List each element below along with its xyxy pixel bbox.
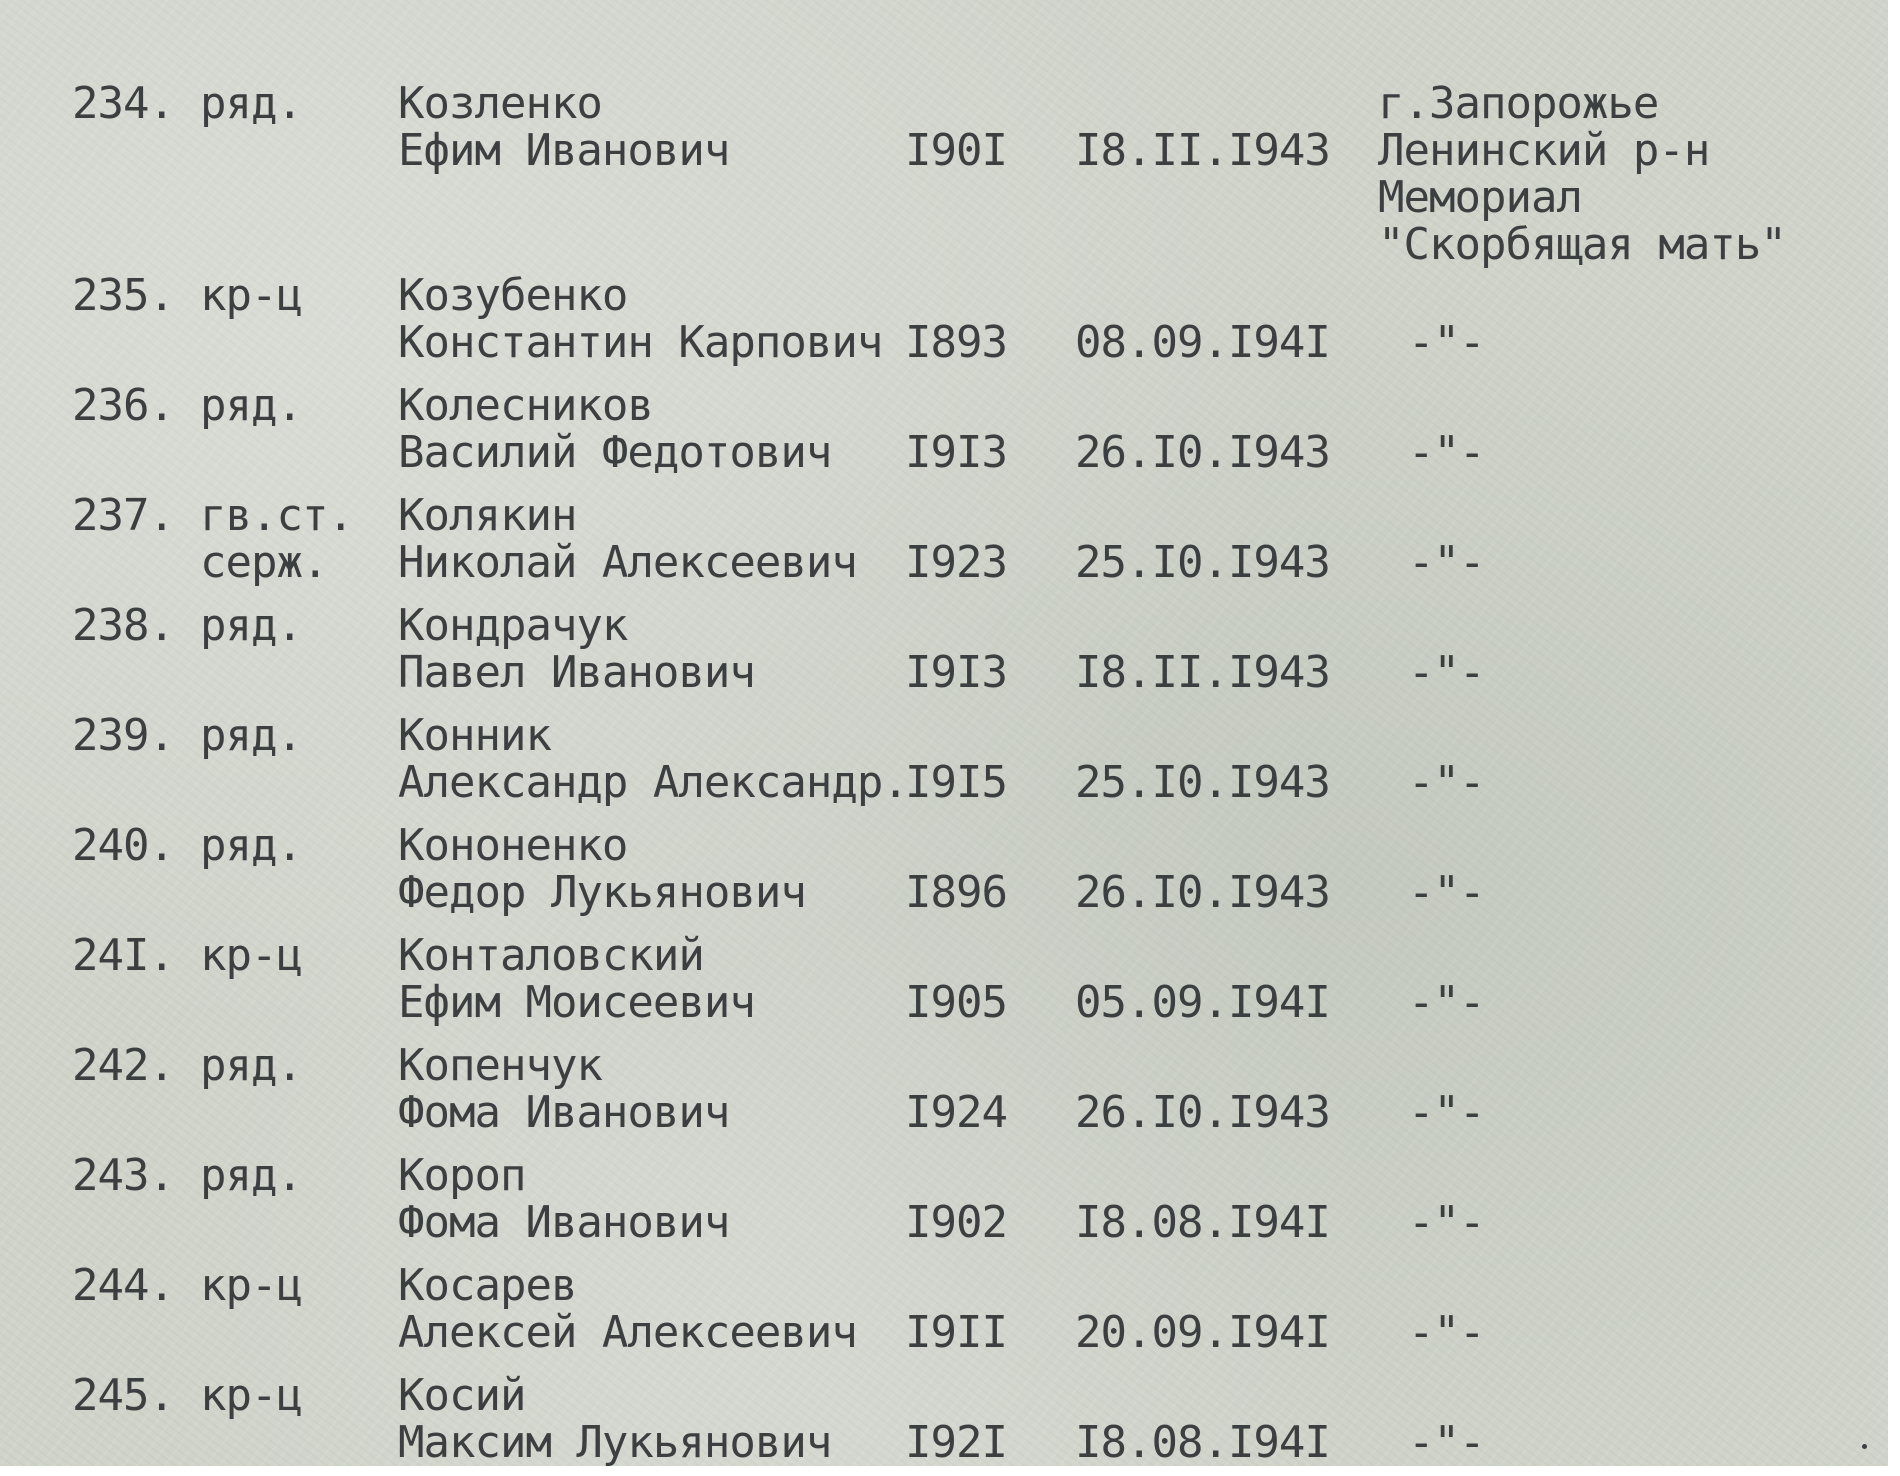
entry-burial-place-ditto: -"-: [1408, 1197, 1485, 1248]
entry-number: 245.: [72, 1370, 174, 1421]
entry-given-names: Ефим Иванович: [398, 125, 730, 176]
entry-burial-place-ditto: -"-: [1408, 1417, 1485, 1468]
entry-birth-year: I9II: [905, 1307, 1007, 1358]
entry-burial-place-ditto: -"-: [1408, 317, 1485, 368]
entry-name: [398, 602, 755, 696]
rank-line: ряд.: [200, 710, 302, 761]
rank-line: гв.ст.: [200, 490, 353, 541]
entry-given-names: Алексей Алексеевич: [398, 1307, 857, 1358]
entry-given-names: Александр Александр.: [398, 757, 908, 808]
entry-number: 24I.: [72, 930, 174, 981]
entry-surname: Кондрачук: [398, 600, 628, 651]
entry-number: 242.: [72, 1040, 174, 1091]
entry-birth-year: I92I: [905, 1417, 1007, 1468]
entry-rank: [200, 602, 302, 649]
entry-birth-year: I905: [905, 977, 1007, 1028]
entry-burial-place-ditto: -"-: [1408, 1307, 1485, 1358]
entry-death-date: I8.08.I94I: [1075, 1197, 1330, 1248]
entry-death-date: 25.I0.I943: [1075, 757, 1330, 808]
entry-name: [398, 382, 831, 476]
entry-rank: [200, 492, 353, 586]
entry-birth-year: I924: [905, 1087, 1007, 1138]
entry-death-date: 26.I0.I943: [1075, 427, 1330, 478]
entry-number: 240.: [72, 820, 174, 871]
entry-number: 234.: [72, 78, 174, 129]
entry-surname: Копенчук: [398, 1040, 602, 1091]
rank-line: ряд.: [200, 820, 302, 871]
entry-surname: Конник: [398, 710, 551, 761]
entry-birth-year: I9I3: [905, 647, 1007, 698]
entry-number: 238.: [72, 600, 174, 651]
entry-rank: [200, 932, 302, 979]
entry-burial-place-ditto: -"-: [1408, 977, 1485, 1028]
entry-surname: Козленко: [398, 78, 602, 129]
entry-rank: [200, 822, 302, 869]
rank-line: ряд.: [200, 380, 302, 431]
rank-line: кр-ц: [200, 1260, 302, 1311]
entry-surname: Колякин: [398, 490, 577, 541]
entry-surname: Конталовский: [398, 930, 704, 981]
entry-surname: Короп: [398, 1150, 526, 1201]
entry-rank: [200, 1042, 302, 1089]
entry-name: [398, 1262, 857, 1356]
entry-given-names: Василий Федотович: [398, 427, 832, 478]
entry-number: 244.: [72, 1260, 174, 1311]
entry-birth-year: I923: [905, 537, 1007, 588]
entry-number: 239.: [72, 710, 174, 761]
entry-rank: [200, 382, 302, 429]
entry-given-names: Федор Лукьянович: [398, 867, 806, 918]
ink-speck: [1862, 1444, 1867, 1449]
rank-line: серж.: [200, 537, 328, 588]
entry-birth-year: I9I3: [905, 427, 1007, 478]
entry-number: 235.: [72, 270, 174, 321]
entry-rank: [200, 272, 302, 319]
entry-rank: [200, 1262, 302, 1309]
entry-name: [398, 272, 882, 366]
entry-given-names: Фома Иванович: [398, 1087, 730, 1138]
entry-burial-place-ditto: -"-: [1408, 537, 1485, 588]
entry-rank: [200, 712, 302, 759]
entry-surname: Кононенко: [398, 820, 628, 871]
entry-burial-place-ditto: -"-: [1408, 867, 1485, 918]
entry-name: [398, 712, 908, 806]
entry-death-date: I8.08.I94I: [1075, 1417, 1330, 1468]
entry-birth-year: I896: [905, 867, 1007, 918]
entry-surname: Колесников: [398, 380, 653, 431]
entry-burial-place-ditto: -"-: [1408, 1087, 1485, 1138]
place-line: "Скорбящая мать": [1378, 219, 1786, 270]
entry-surname: Козубенко: [398, 270, 628, 321]
entry-name: [398, 492, 857, 586]
entry-given-names: Константин Карпович: [398, 317, 883, 368]
entry-rank: [200, 80, 302, 127]
entry-death-date: 20.09.I94I: [1075, 1307, 1330, 1358]
entry-number: 236.: [72, 380, 174, 431]
place-line: Ленинский р-н: [1378, 125, 1710, 176]
entry-number: 243.: [72, 1150, 174, 1201]
entry-rank: [200, 1152, 302, 1199]
entry-death-date: I8.II.I943: [1075, 647, 1330, 698]
entry-rank: [200, 1372, 302, 1419]
entry-given-names: Николай Алексеевич: [398, 537, 857, 588]
entry-given-names: Фома Иванович: [398, 1197, 730, 1248]
place-line: г.Запорожье: [1378, 78, 1659, 129]
rank-line: кр-ц: [200, 270, 302, 321]
entry-surname: Косий: [398, 1370, 526, 1421]
rank-line: ряд.: [200, 600, 302, 651]
entry-given-names: Максим Лукьянович: [398, 1417, 832, 1468]
entry-death-date: 05.09.I94I: [1075, 977, 1330, 1028]
rank-line: ряд.: [200, 78, 302, 129]
entry-number: 237.: [72, 490, 174, 541]
entry-burial-place-ditto: -"-: [1408, 647, 1485, 698]
entry-birth-year: I9I5: [905, 757, 1007, 808]
rank-line: кр-ц: [200, 930, 302, 981]
entry-name: [398, 80, 729, 174]
entry-burial-place-ditto: -"-: [1408, 757, 1485, 808]
entry-name: [398, 1152, 729, 1246]
entry-name: [398, 1042, 729, 1136]
entry-birth-year: I90I: [905, 125, 1007, 176]
entry-given-names: Павел Иванович: [398, 647, 755, 698]
entry-burial-place-ditto: -"-: [1408, 427, 1485, 478]
entry-death-date: I8.II.I943: [1075, 125, 1330, 176]
entry-birth-year: I893: [905, 317, 1007, 368]
entry-death-date: 08.09.I94I: [1075, 317, 1330, 368]
entry-name: [398, 932, 755, 1026]
entry-burial-place: [1378, 80, 1786, 268]
rank-line: ряд.: [200, 1040, 302, 1091]
entry-death-date: 25.I0.I943: [1075, 537, 1330, 588]
entry-given-names: Ефим Моисеевич: [398, 977, 755, 1028]
entry-birth-year: I902: [905, 1197, 1007, 1248]
entry-death-date: 26.I0.I943: [1075, 867, 1330, 918]
entry-death-date: 26.I0.I943: [1075, 1087, 1330, 1138]
place-line: Мемориал: [1378, 172, 1582, 223]
rank-line: кр-ц: [200, 1370, 302, 1421]
entry-name: [398, 1372, 831, 1466]
entry-surname: Косарев: [398, 1260, 577, 1311]
rank-line: ряд.: [200, 1150, 302, 1201]
entry-name: [398, 822, 806, 916]
